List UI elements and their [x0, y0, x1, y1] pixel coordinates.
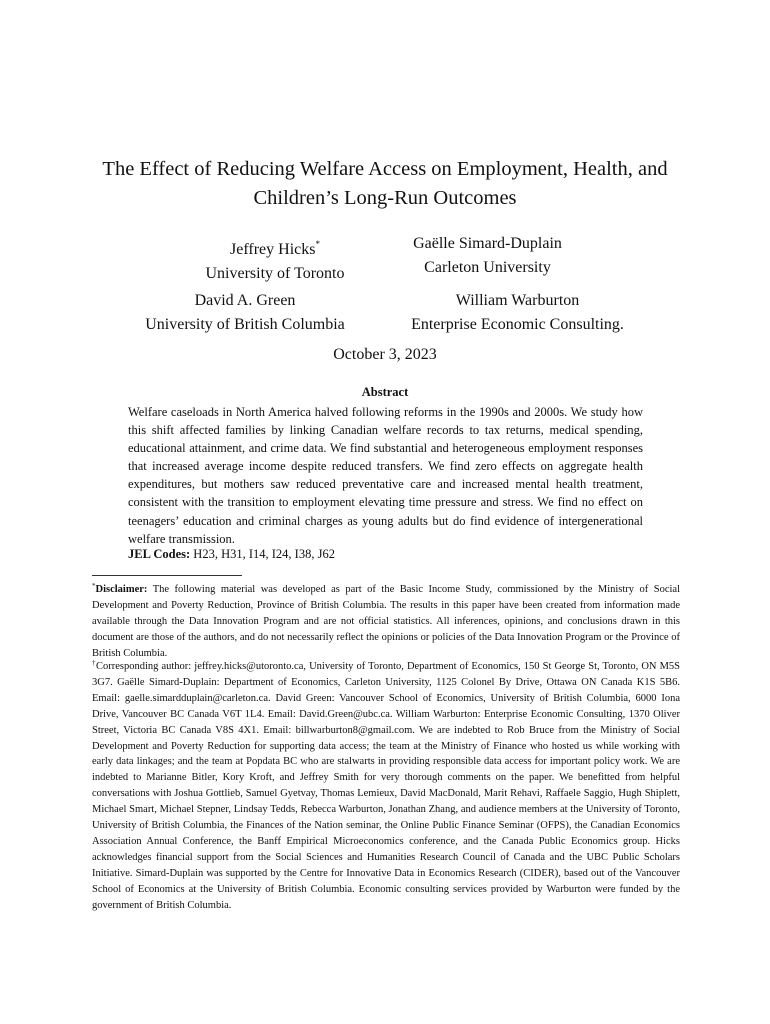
- footnote-divider: [92, 575, 242, 576]
- author-name-text: Jeffrey Hicks: [230, 241, 316, 258]
- author-name: David A. Green: [194, 292, 296, 309]
- abstract-text: Welfare caseloads in North America halved following reforms in the 1990s and 2000s. We study how this shift affected families by linking Canadian welfare records to tax returns, medical spending, educational attainment, and crime data. We find substantial and heterogeneous employment responses that increased average income despite reduced transfers. We find zero effects on aggregate health expenditures, but mothers saw reduced preventative care and increased mental health treatment, consistent with the transition to employment elevating time pressure and stress. We find no effect on teenagers’ education and criminal charges as young adults but do find evidence of intergenerational welfare transmission.: [128, 405, 643, 546]
- jel-codes: [128, 545, 643, 563]
- author-name: [175, 232, 375, 262]
- footnote-label: Disclaimer:: [95, 584, 148, 595]
- footnote-mark: *: [315, 239, 320, 249]
- footnote-disclaimer: [92, 579, 680, 662]
- author-block-hicks: [175, 232, 375, 286]
- author-block-green: [120, 289, 370, 337]
- footnote-text: The following material was developed as part of the Basic Income Study, commissioned by the Ministry of Social Development and Poverty Reduction, Province of British Columbia. The results in this paper have been created from information made available through the Data Innovation Program and are not official statistics. All inferences, opinions, and conclusions drawn in this document are those of the authors, and do not necessarily reflect the opinions or policies of the Data Innovation Program or the Province of British Columbia.: [92, 584, 680, 659]
- paper-title: The Effect of Reducing Welfare Access on Employment, Health, and Children’s Long-Run Outcomes: [102, 158, 668, 209]
- footnote-text: Corresponding author: jeffrey.hicks@utoronto.ca, University of Toronto, Department of Economics, 150 St George St, Toronto, ON M5S 3G7. Gaëlle Simard-Duplain: Department of Economics, Carleton University, 1125 Colonel By Drive, Ottawa ON Canada K1S 5B6. Email: gaelle.simardduplain@carleton.ca. David Green: Vancouver School of Economics, University of British Columbia, 6000 Iona Drive, Vancouver BC Canada V6T 1L4. Email: David.Green@ubc.ca. William Warburton: Enterprise Economic Consulting, 1370 Oliver Street, Victoria BC Canada V8S 4X1. Email: billwarburton8@gmail.com. We are indebted to Rob Bruce from the Ministry of Social Development and Poverty Reduction for supporting data access; the team at the Ministry of Finance who hosted us while working with early data linkages; and the team at Popdata BC who are stalwarts in providing responsible data access for important policy work. We are indebted to Marianne Bitler, Kory Kroft, and Jeffrey Smith for very thorough comments on the paper. We benefitted from helpful conversations with Joshua Gottlieb, Samuel Gyetvay, Thomas Lemieux, David MacDonald, Marit Rehavi, Raffaele Saggio, Hugh Shiplett, Michael Smart, Michael Stepner, Lindsay Tedds, Rebecca Warburton, Jonathan Zhang, and audience members at the University of Toronto, University of British Columbia, the Finances of the Nation seminar, the Online Public Finance Seminar (OFPS), the Canadian Economics Association Annual Conference, the Banff Empirical Microeconomics conference, and the Canada Public Economics group. Hicks acknowledges financial support from the Social Sciences and Humanities Research Council of Canada and the UBC Public Scholars Initiative. Simard-Duplain was supported by the Centre for Innovative Data in Economics Research (CIDER), based out of the Vancouver School of Economics at the University of British Columbia. Economic consulting services provided by Warburton were funded by the government of British Columbia.: [92, 661, 680, 911]
- author-affiliation: University of British Columbia: [145, 316, 345, 333]
- author-affiliation: Enterprise Economic Consulting.: [411, 316, 624, 333]
- author-affiliation: Carleton University: [424, 259, 551, 276]
- author-name: William Warburton: [455, 292, 580, 309]
- author-affiliation: University of Toronto: [205, 265, 345, 282]
- abstract-heading: Abstract: [361, 385, 409, 399]
- author-block-simard-duplain: [385, 232, 590, 280]
- author-block-warburton: [385, 289, 650, 337]
- footnote-mark: †: [92, 659, 96, 667]
- footnote-corresponding-author: [92, 656, 680, 914]
- author-name: Gaëlle Simard-Duplain: [413, 235, 562, 252]
- footnote-mark: *: [92, 582, 96, 590]
- jel-values: H23, H31, I14, I24, I38, J62: [190, 547, 335, 561]
- publication-date: October 3, 2023: [333, 346, 437, 363]
- jel-label: JEL Codes:: [128, 547, 191, 561]
